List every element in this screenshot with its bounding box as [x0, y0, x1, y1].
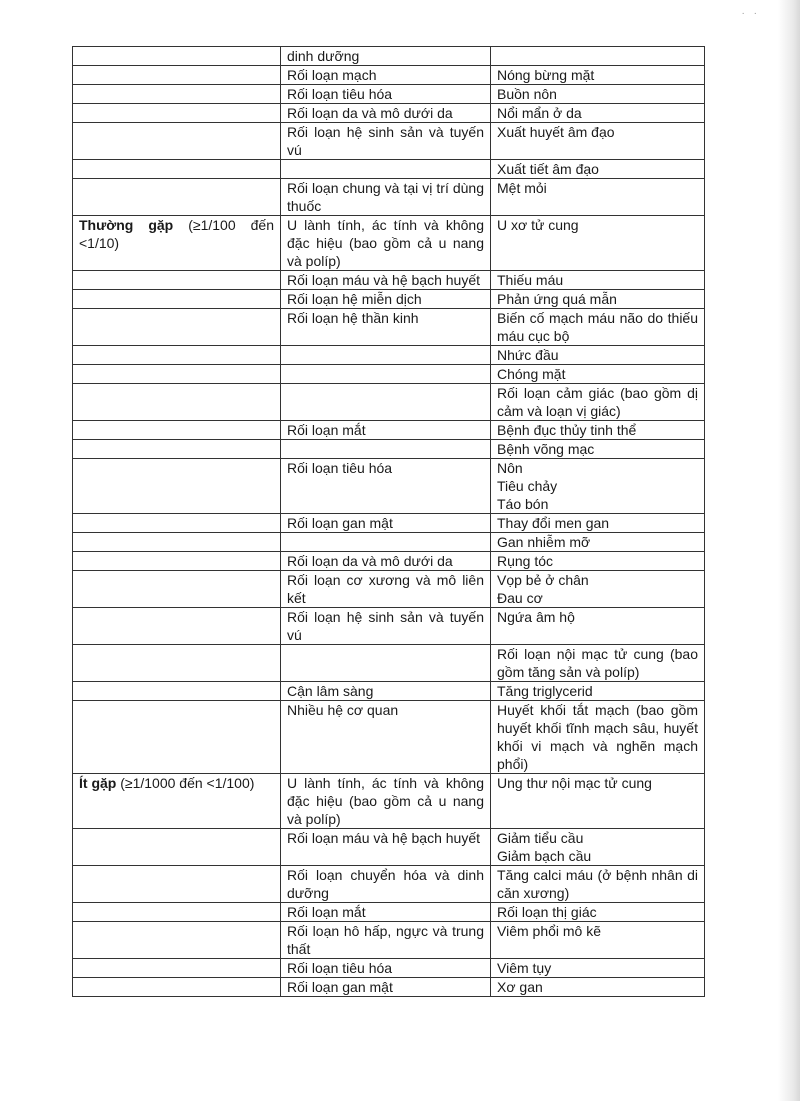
organ-class-cell: Rối loạn cơ xương và mô liên kết [281, 571, 491, 608]
organ-class-cell: Rối loạn gan mật [281, 514, 491, 533]
frequency-label: Ít gặp [79, 775, 117, 791]
table-row [73, 271, 705, 290]
adverse-effect-cell: Nóng bừng mặt [491, 66, 705, 85]
organ-class-cell: Rối loạn mắt [281, 903, 491, 922]
frequency-cell [73, 271, 281, 290]
adverse-effect-cell: Phản ứng quá mẫn [491, 290, 705, 309]
frequency-cell [73, 903, 281, 922]
adverse-effect-cell: Rối loạn cảm giác (bao gồm dị cảm và loạn vị giác) [491, 384, 705, 421]
organ-class-cell [281, 346, 491, 365]
table-row [73, 384, 705, 421]
organ-class-cell: Rối loạn da và mô dưới da [281, 552, 491, 571]
adverse-effect-cell: Giảm tiểu cầu Giảm bạch cầu [491, 829, 705, 866]
table-row [73, 978, 705, 997]
organ-class-cell: Rối loạn da và mô dưới da [281, 104, 491, 123]
frequency-range: (≥1/100 đến <1/10) [79, 217, 275, 251]
adverse-effect-cell: Chóng mặt [491, 365, 705, 384]
adverse-effect-cell: Xuất tiết âm đạo [491, 160, 705, 179]
adverse-effect-cell: Tăng triglycerid [491, 682, 705, 701]
organ-class-cell: Nhiều hệ cơ quan [281, 701, 491, 774]
frequency-cell [73, 829, 281, 866]
table-row [73, 571, 705, 608]
organ-class-cell: Rối loạn hệ thần kinh [281, 309, 491, 346]
frequency-cell [73, 440, 281, 459]
frequency-cell [73, 365, 281, 384]
table-row [73, 774, 705, 829]
adverse-effect-cell: Rối loạn nội mạc tử cung (bao gồm tăng sản và políp) [491, 645, 705, 682]
table-row [73, 309, 705, 346]
frequency-cell [73, 104, 281, 123]
table-row [73, 922, 705, 959]
organ-class-cell [281, 533, 491, 552]
table-row [73, 47, 705, 66]
adverse-effect-cell: Biến cố mạch máu não do thiếu máu cục bộ [491, 309, 705, 346]
adverse-effect-cell: Rụng tóc [491, 552, 705, 571]
frequency-cell [73, 459, 281, 514]
frequency-cell [73, 978, 281, 997]
organ-class-cell: Rối loạn chuyển hóa và dinh dưỡng [281, 866, 491, 903]
table-row [73, 179, 705, 216]
table-row [73, 421, 705, 440]
organ-class-cell [281, 440, 491, 459]
scan-noise: · · [741, 8, 760, 19]
frequency-cell [73, 552, 281, 571]
table-row [73, 365, 705, 384]
table-row [73, 66, 705, 85]
frequency-cell [73, 866, 281, 903]
frequency-cell [73, 421, 281, 440]
table-row [73, 290, 705, 309]
table-row [73, 682, 705, 701]
table-row [73, 645, 705, 682]
organ-class-cell: Rối loạn gan mật [281, 978, 491, 997]
organ-class-cell: Rối loạn máu và hệ bạch huyết [281, 829, 491, 866]
table-row [73, 608, 705, 645]
adverse-effect-cell: Bệnh võng mạc [491, 440, 705, 459]
frequency-cell [73, 179, 281, 216]
frequency-cell [73, 290, 281, 309]
organ-class-cell [281, 365, 491, 384]
table-row [73, 701, 705, 774]
organ-class-cell: Rối loạn tiêu hóa [281, 459, 491, 514]
adverse-effect-cell: Tăng calci máu (ở bệnh nhân di căn xương) [491, 866, 705, 903]
adverse-effect-cell: Viêm tụy [491, 959, 705, 978]
frequency-cell [73, 645, 281, 682]
adverse-effect-cell: Xuất huyết âm đạo [491, 123, 705, 160]
table-row [73, 216, 705, 271]
table-row [73, 123, 705, 160]
adverse-effect-cell: Nôn Tiêu chảy Táo bón [491, 459, 705, 514]
frequency-cell [73, 682, 281, 701]
organ-class-cell: Rối loạn hô hấp, ngực và trung thất [281, 922, 491, 959]
organ-class-cell: U lành tính, ác tính và không đặc hiệu (bao gồm cả u nang và políp) [281, 216, 491, 271]
table-row [73, 514, 705, 533]
frequency-cell [73, 533, 281, 552]
organ-class-cell: Rối loạn mắt [281, 421, 491, 440]
adverse-effect-cell: Buồn nôn [491, 85, 705, 104]
adverse-effects-table [72, 46, 705, 997]
frequency-cell [73, 608, 281, 645]
frequency-cell [73, 959, 281, 978]
table-row [73, 160, 705, 179]
organ-class-cell [281, 384, 491, 421]
adverse-effect-cell: Rối loạn thị giác [491, 903, 705, 922]
frequency-cell [73, 774, 281, 829]
organ-class-cell: dinh dưỡng [281, 47, 491, 66]
adverse-effect-cell: Nổi mẩn ở da [491, 104, 705, 123]
frequency-range: (≥1/1000 đến <1/100) [120, 775, 255, 791]
adverse-effect-cell: Bệnh đục thủy tinh thể [491, 421, 705, 440]
organ-class-cell: Rối loạn tiêu hóa [281, 959, 491, 978]
frequency-cell [73, 701, 281, 774]
adverse-effect-cell: Gan nhiễm mỡ [491, 533, 705, 552]
frequency-cell [73, 384, 281, 421]
table-row [73, 552, 705, 571]
organ-class-cell: Rối loạn mạch [281, 66, 491, 85]
table-row [73, 104, 705, 123]
frequency-cell [73, 309, 281, 346]
organ-class-cell: Rối loạn hệ sinh sản và tuyến vú [281, 608, 491, 645]
adverse-effect-cell: U xơ tử cung [491, 216, 705, 271]
organ-class-cell: Rối loạn hệ sinh sản và tuyến vú [281, 123, 491, 160]
adverse-effect-cell: Ung thư nội mạc tử cung [491, 774, 705, 829]
frequency-cell [73, 47, 281, 66]
organ-class-cell: Cận lâm sàng [281, 682, 491, 701]
frequency-cell [73, 123, 281, 160]
adverse-effect-cell: Thay đổi men gan [491, 514, 705, 533]
adverse-effect-cell [491, 47, 705, 66]
adverse-effect-cell: Thiếu máu [491, 271, 705, 290]
table-row [73, 533, 705, 552]
frequency-cell [73, 922, 281, 959]
organ-class-cell: Rối loạn tiêu hóa [281, 85, 491, 104]
adverse-effect-cell: Mệt mỏi [491, 179, 705, 216]
adverse-effect-cell: Huyết khối tắt mạch (bao gồm huyết khối tĩnh mạch sâu, huyết khối vi mạch và nghẽn mạch phổi) [491, 701, 705, 774]
organ-class-cell [281, 160, 491, 179]
adverse-effect-cell: Xơ gan [491, 978, 705, 997]
table-row [73, 903, 705, 922]
frequency-label: Thường gặp [79, 217, 174, 233]
table-row [73, 829, 705, 866]
organ-class-cell: Rối loạn chung và tại vị trí dùng thuốc [281, 179, 491, 216]
table-row [73, 959, 705, 978]
organ-class-cell: Rối loạn máu và hệ bạch huyết [281, 271, 491, 290]
frequency-cell [73, 160, 281, 179]
table-body [73, 47, 705, 997]
scan-page-edge [778, 0, 800, 1101]
table-row [73, 346, 705, 365]
adverse-effect-cell: Nhức đầu [491, 346, 705, 365]
adverse-effect-cell: Viêm phổi mô kẽ [491, 922, 705, 959]
organ-class-cell: U lành tính, ác tính và không đặc hiệu (bao gồm cả u nang và políp) [281, 774, 491, 829]
frequency-cell [73, 85, 281, 104]
adverse-effect-cell: Vọp bẻ ở chân Đau cơ [491, 571, 705, 608]
frequency-cell [73, 66, 281, 85]
frequency-cell [73, 514, 281, 533]
table-row [73, 459, 705, 514]
frequency-cell [73, 571, 281, 608]
table-row [73, 440, 705, 459]
frequency-cell [73, 346, 281, 365]
table-row [73, 866, 705, 903]
table-row [73, 85, 705, 104]
adverse-effect-cell: Ngứa âm hộ [491, 608, 705, 645]
organ-class-cell: Rối loạn hệ miễn dịch [281, 290, 491, 309]
frequency-cell [73, 216, 281, 271]
organ-class-cell [281, 645, 491, 682]
